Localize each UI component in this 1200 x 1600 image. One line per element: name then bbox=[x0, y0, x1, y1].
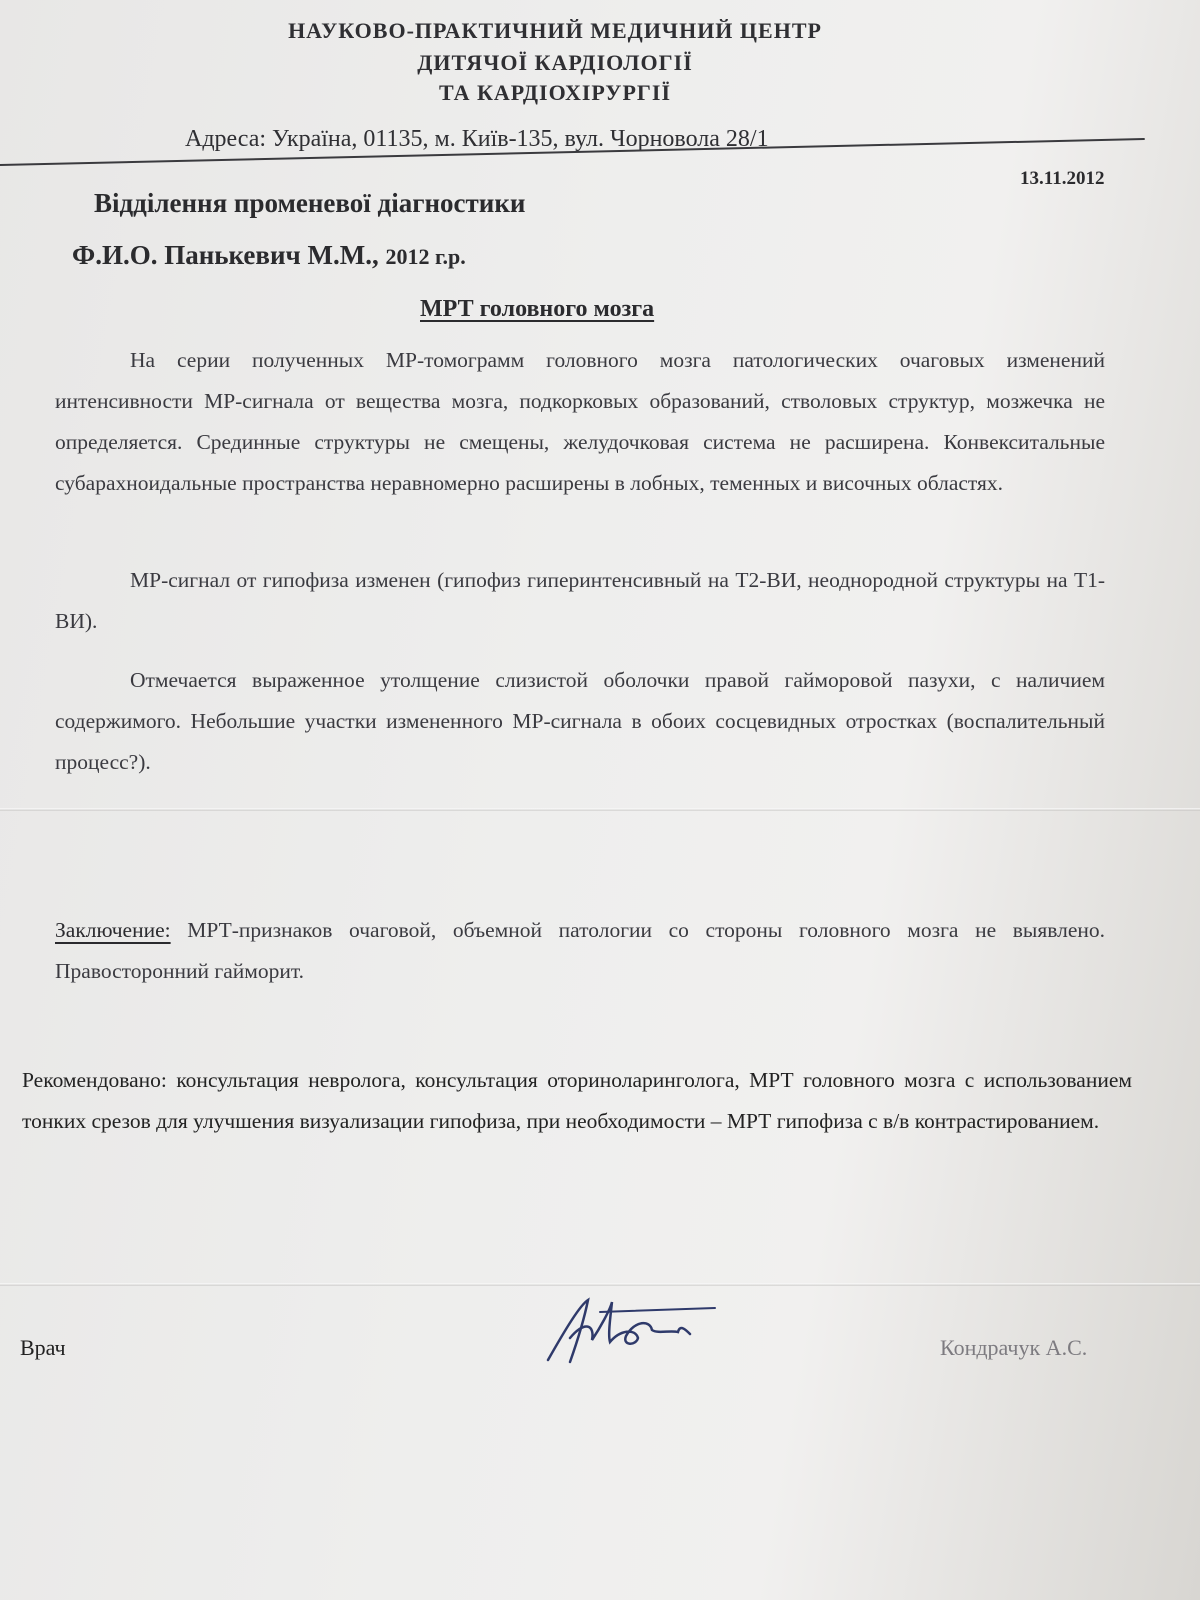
conclusion bbox=[55, 910, 1105, 992]
header-line-1: НАУКОВО-ПРАКТИЧНИЙ МЕДИЧНИЙ ЦЕНТР bbox=[288, 18, 822, 43]
report-date: 13.11.2012 bbox=[1020, 168, 1105, 189]
doctor-name: Кондрачук А.С. bbox=[940, 1335, 1088, 1360]
paper-fold bbox=[0, 808, 1200, 811]
conclusion-label: Заключение: bbox=[55, 918, 171, 942]
recommendation-label: Рекомендовано: bbox=[22, 1068, 167, 1092]
recommendation-text: консультация невролога, консультация оториноларинголога, МРТ головного мозга с использованием тонких срезов для улучшения визуализации гипофиза, при необходимости – МРТ гипофиза с в/в контрастированием. bbox=[22, 1068, 1132, 1133]
patient-line bbox=[72, 240, 466, 271]
conclusion-text: МРТ-признаков очаговой, объемной патологии со стороны головного мозга не выявлено. Правосторонний гайморит. bbox=[55, 918, 1105, 983]
patient-name: Ф.И.О. Панькевич М.М., bbox=[72, 240, 379, 270]
recommendation bbox=[22, 1060, 1132, 1142]
header-line-2: ДИТЯЧОЇ КАРДІОЛОГІЇ bbox=[417, 50, 693, 75]
doctor-role: Врач bbox=[20, 1335, 66, 1360]
findings-paragraph-3: Отмечается выраженное утолщение слизистой оболочки правой гайморовой пазухи, с наличием содержимого. Небольшие участки измененного МР-сигнала в обоих сосцевидных отростках (воспалительный процесс?). bbox=[55, 668, 1105, 774]
findings-paragraph-1: На серии полученных МР-томограмм головного мозга патологических очаговых изменений интенсивности МР-сигнала от вещества мозга, подкорковых образований, стволовых структур, мозжечка не определяется. Срединные структуры не смещены, желудочковая система не расширена. Конвекситальные субарахноидальные пространства неравномерно расширены в лобных, теменных и височных областях. bbox=[55, 348, 1105, 495]
doctor-signature bbox=[540, 1290, 730, 1370]
department-name: Відділення променевої діагностики bbox=[94, 188, 526, 218]
address: Адреса: Україна, 01135, м. Київ-135, вул. Чорновола 28/1 bbox=[185, 126, 769, 152]
paper-fold bbox=[0, 1283, 1200, 1286]
report-title: МРТ головного мозга bbox=[420, 296, 655, 322]
header-line-3: ТА КАРДІОХІРУРГІЇ bbox=[438, 80, 672, 105]
patient-birth-year: 2012 г.р. bbox=[385, 244, 466, 269]
findings-paragraph-2: МР-сигнал от гипофиза изменен (гипофиз гиперинтенсивный на Т2-ВИ, неоднородной структуры на Т1-ВИ). bbox=[55, 568, 1105, 633]
